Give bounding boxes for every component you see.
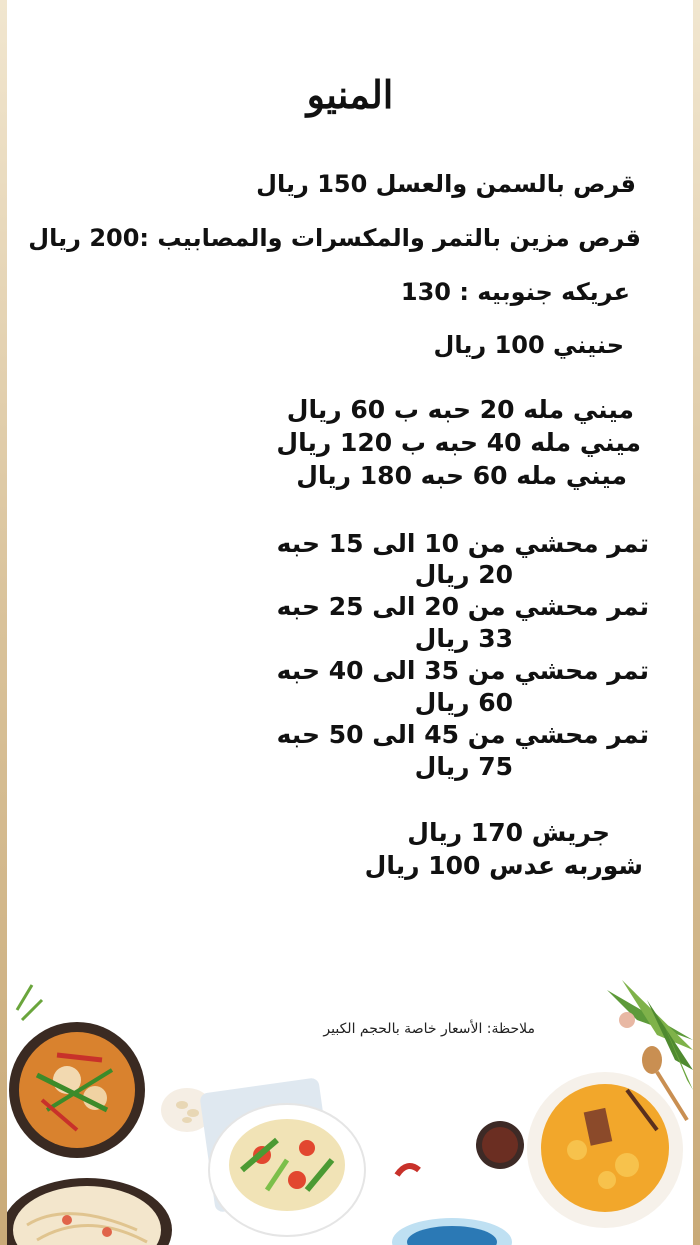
- drink-cup-icon: [476, 1121, 524, 1169]
- menu-item: قرص بالسمن والعسل 150 ريال: [256, 170, 636, 198]
- blue-bowl-icon: [392, 1218, 512, 1245]
- menu-item: ميني مله 40 حبه ب 120 ريال: [276, 428, 641, 457]
- menu-item: ميني مله 60 حبه 180 ريال: [296, 461, 627, 490]
- menu-item: تمر محشي من 45 الى 50 حبه: [276, 720, 649, 749]
- noodle-plate-icon: [7, 1178, 172, 1245]
- menu-item: جريش 170 ريال: [407, 818, 610, 847]
- soup-bowl-icon: [9, 1022, 145, 1158]
- menu-item: 20 ريال: [414, 560, 513, 589]
- food-illustration-svg: [7, 980, 693, 1245]
- menu-item: تمر محشي من 35 الى 40 حبه: [276, 656, 649, 685]
- menu-item: حنيني 100 ريال: [433, 331, 624, 359]
- menu-item: عريكه جنوبيه : 130: [400, 278, 630, 306]
- menu-item: 33 ريال: [414, 624, 513, 653]
- menu-item: تمر محشي من 10 الى 15 حبه: [276, 529, 649, 558]
- menu-title: المنيو: [306, 72, 394, 117]
- menu-item: 75 ريال: [414, 752, 513, 781]
- food-illustration: [7, 980, 693, 1245]
- menu-item: شوربه عدس 100 ريال: [364, 851, 643, 880]
- frame-left: [0, 0, 7, 1245]
- salad-plate-icon: [199, 1077, 365, 1236]
- menu-item: تمر محشي من 20 الى 25 حبه: [276, 592, 649, 621]
- price-note: ملاحظة: الأسعار خاصة بالحجم الكبير: [323, 1021, 535, 1037]
- curry-bowl-icon: [527, 1072, 683, 1228]
- menu-item: قرص مزين بالتمر والمكسرات والمصابيب :200 ريال: [28, 224, 641, 252]
- frame-right: [693, 0, 700, 1245]
- chili-icon: [397, 1166, 419, 1175]
- herb-icon: [17, 985, 635, 1028]
- menu-item: 60 ريال: [414, 688, 513, 717]
- menu-item: ميني مله 20 حبه ب 60 ريال: [286, 395, 634, 424]
